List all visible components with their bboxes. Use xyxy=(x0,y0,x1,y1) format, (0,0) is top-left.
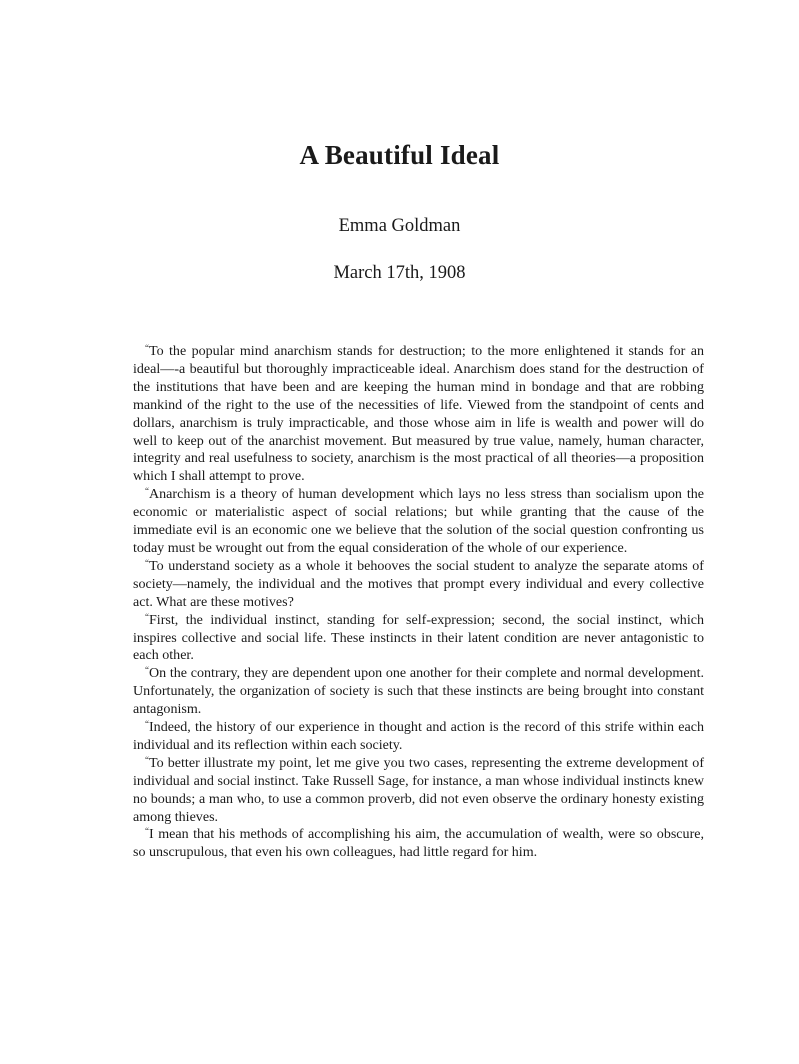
paragraph-text: I mean that his methods of accomplishing his aim, the accumulation of wealth, were so obscure, so unscrupulous, that even his own colleagues, had little regard for him. xyxy=(133,826,704,861)
paragraph-2 xyxy=(133,486,704,558)
document-title: A Beautiful Ideal xyxy=(299,140,500,170)
paragraph-3 xyxy=(133,558,704,612)
opening-quote-mark: “ xyxy=(145,611,149,622)
opening-quote-mark: “ xyxy=(145,754,149,765)
paragraph-text: Indeed, the history of our experience in thought and action is the record of this strife within each individual and its reflection within each society. xyxy=(133,719,704,753)
paragraph-text: On the contrary, they are dependent upon one another for their complete and normal development. Unfortunately, the organization of society is such that these instincts are being brought into constant antagonism. xyxy=(133,665,704,718)
opening-quote-mark: “ xyxy=(145,826,149,837)
paragraph-1 xyxy=(133,343,704,486)
opening-quote-mark: “ xyxy=(145,557,149,568)
paragraph-8 xyxy=(133,826,704,862)
document-body xyxy=(133,343,704,862)
author-name: Emma Goldman xyxy=(338,216,461,236)
opening-quote-mark: “ xyxy=(145,486,149,497)
paragraph-4 xyxy=(133,612,704,666)
paragraph-text: To better illustrate my point, let me give you two cases, representing the extreme development of individual and social instinct. Take Russell Sage, for instance, a man whose individual instincts knew no bounds; a man who, to use a common proverb, did not even observe the ordinary honesty existing among thieves. xyxy=(133,754,704,825)
paragraph-text: To the popular mind anarchism stands for destruction; to the more enlightened it stands for an ideal—-a beautiful but thoroughly impracticeable ideal. Anarchism does stand for the destruction of the institutions that have been and are keeping the human mind in bondage and that are robbing mankind of the right to the use of the necessities of life. Viewed from the standpoint of cents and dollars, anarchism is truly impracticable, and those whose aim in life is wealth and power will do well to keep out of the anarchist movement. But measured by true value, namely, human character, integrity and real usefulness to society, anarchism is the most practical of all theories—a proposition which I shall attempt to prove. xyxy=(133,343,704,485)
paragraph-text: Anarchism is a theory of human development which lays no less stress than socialism upon the economic or materialistic aspect of social relations; but while granting that the cause of the immediate evil is an economic one we believe that the solution of the social question confronting us today must be wrought out from the equal consideration of the whole of our experience. xyxy=(133,486,704,556)
paragraph-text: To understand society as a whole it behooves the social student to analyze the separate atoms of society—namely, the individual and the motives that prompt every individual and every collective act. What are these motives? xyxy=(133,557,704,610)
opening-quote-mark: “ xyxy=(145,719,149,730)
paragraph-text: First, the individual instinct, standing for self-expression; second, the social instinct, which inspires collective and social life. These instincts in their latent condition are never antagonistic to each other. xyxy=(133,611,704,664)
opening-quote-mark: “ xyxy=(145,343,149,353)
opening-quote-mark: “ xyxy=(145,665,149,676)
paragraph-7 xyxy=(133,755,704,827)
paragraph-6 xyxy=(133,719,704,755)
paragraph-5 xyxy=(133,665,704,719)
document-date: March 17th, 1908 xyxy=(333,263,466,283)
